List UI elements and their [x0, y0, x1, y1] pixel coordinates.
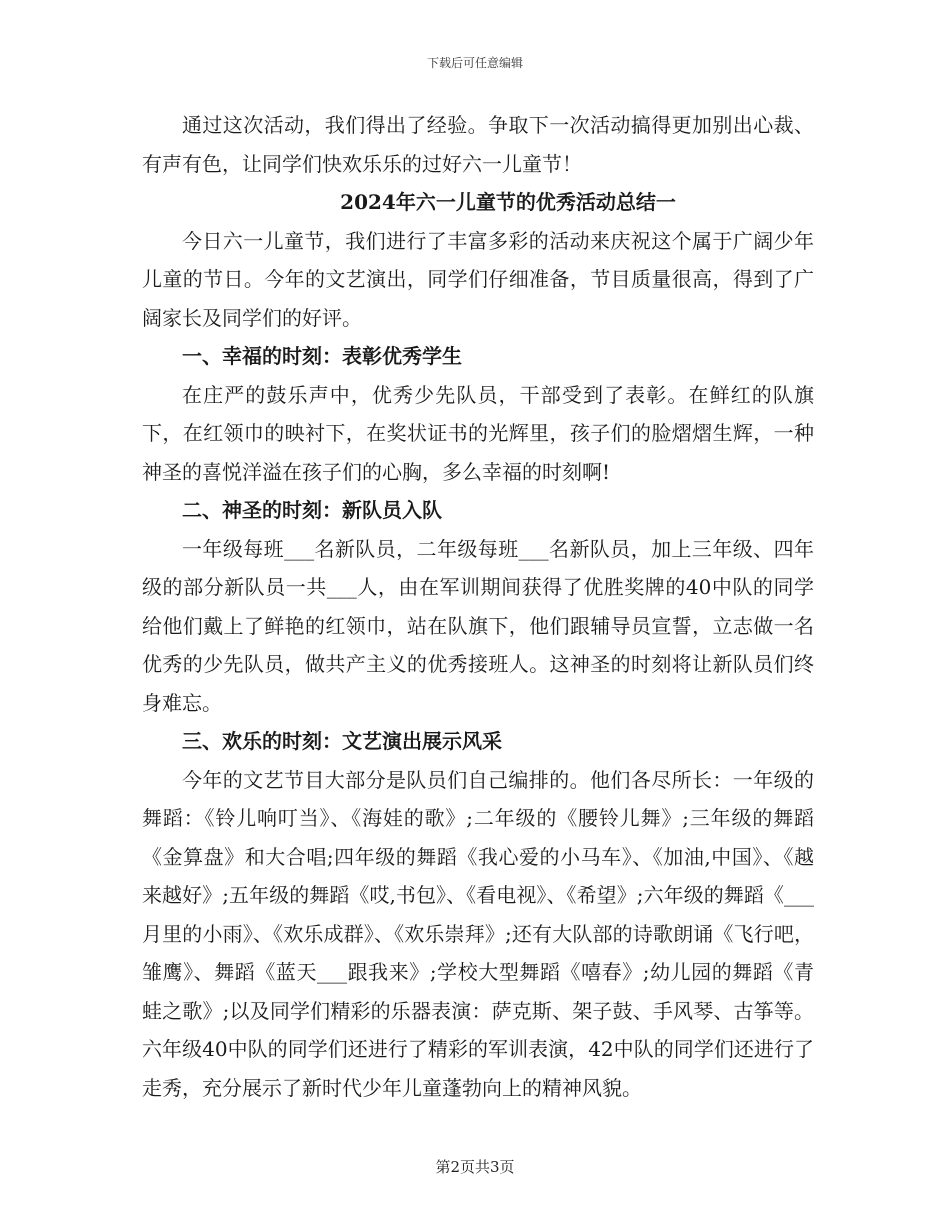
- section-2-text: 一年级每班___名新队员，二年级每班___名新队员，加上三年级、四年级的部分新队员一共___人，由在军训期间获得了优胜奖牌的40中队的同学给他们戴上了鲜艳的红领巾，站在队旗下，他们跟辅导员宣誓，立志做一名优秀的少先队员，做共产主义的优秀接班人。这神圣的时刻将让新队员们终身难忘。: [142, 536, 814, 715]
- document-body: [142, 106, 814, 1107]
- section-2-heading: 二、神圣的时刻：新队员入队: [182, 498, 442, 522]
- section-3-heading: 三、欢乐的时刻：文艺演出展示风采: [182, 729, 502, 753]
- section-1-text: 在庄严的鼓乐声中，优秀少先队员，干部受到了表彰。在鲜红的队旗下，在红领巾的映衬下，在奖状证书的光辉里，孩子们的脸熠熠生辉，一种神圣的喜悦洋溢在孩子们的心胸，多么幸福的时刻啊!: [142, 382, 814, 484]
- document-title: 2024年六一儿童节的优秀活动总结一: [340, 190, 676, 214]
- intro-paragraph: 通过这次活动，我们得出了经验。争取下一次活动搞得更加别出心裁、有声有色，让同学们快欢乐乐的过好六一儿童节！: [142, 113, 814, 176]
- page-footer: 第2页共3页: [435, 1158, 515, 1176]
- section-1-heading: 一、幸福的时刻：表彰优秀学生: [182, 344, 462, 368]
- page-header: 下载后可任意编辑: [426, 56, 523, 70]
- paragraph-1: 今日六一儿童节，我们进行了丰富多彩的活动来庆祝这个属于广阔少年儿童的节日。今年的文艺演出，同学们仔细准备，节目质量很高，得到了广阔家长及同学们的好评。: [142, 228, 814, 330]
- section-3-text: 今年的文艺节目大部分是队员们自己编排的。他们各尽所长：一年级的舞蹈：《铃儿响叮当》、《海娃的歌》;二年级的《腰铃儿舞》;三年级的舞蹈《金算盘》和大合唱;四年级的舞蹈《我心爱的小马车》、《加油,中国》、《越来越好》;五年级的舞蹈《哎,书包》、《看电视》、《希望》;六年级的舞蹈《___月里的小雨》、《欢乐成群》、《欢乐崇拜》;还有大队部的诗歌朗诵《飞行吧，雏鹰》、舞蹈《蓝天___跟我来》;学校大型舞蹈《嘻春》;幼儿园的舞蹈《青蛙之歌》;以及同学们精彩的乐器表演：萨克斯、架子鼓、手风琴、古筝等。六年级40中队的同学们还进行了精彩的军训表演，42中队的同学们还进行了走秀，充分展示了新时代少年儿童蓬勃向上的精神风貌。: [142, 767, 814, 1100]
